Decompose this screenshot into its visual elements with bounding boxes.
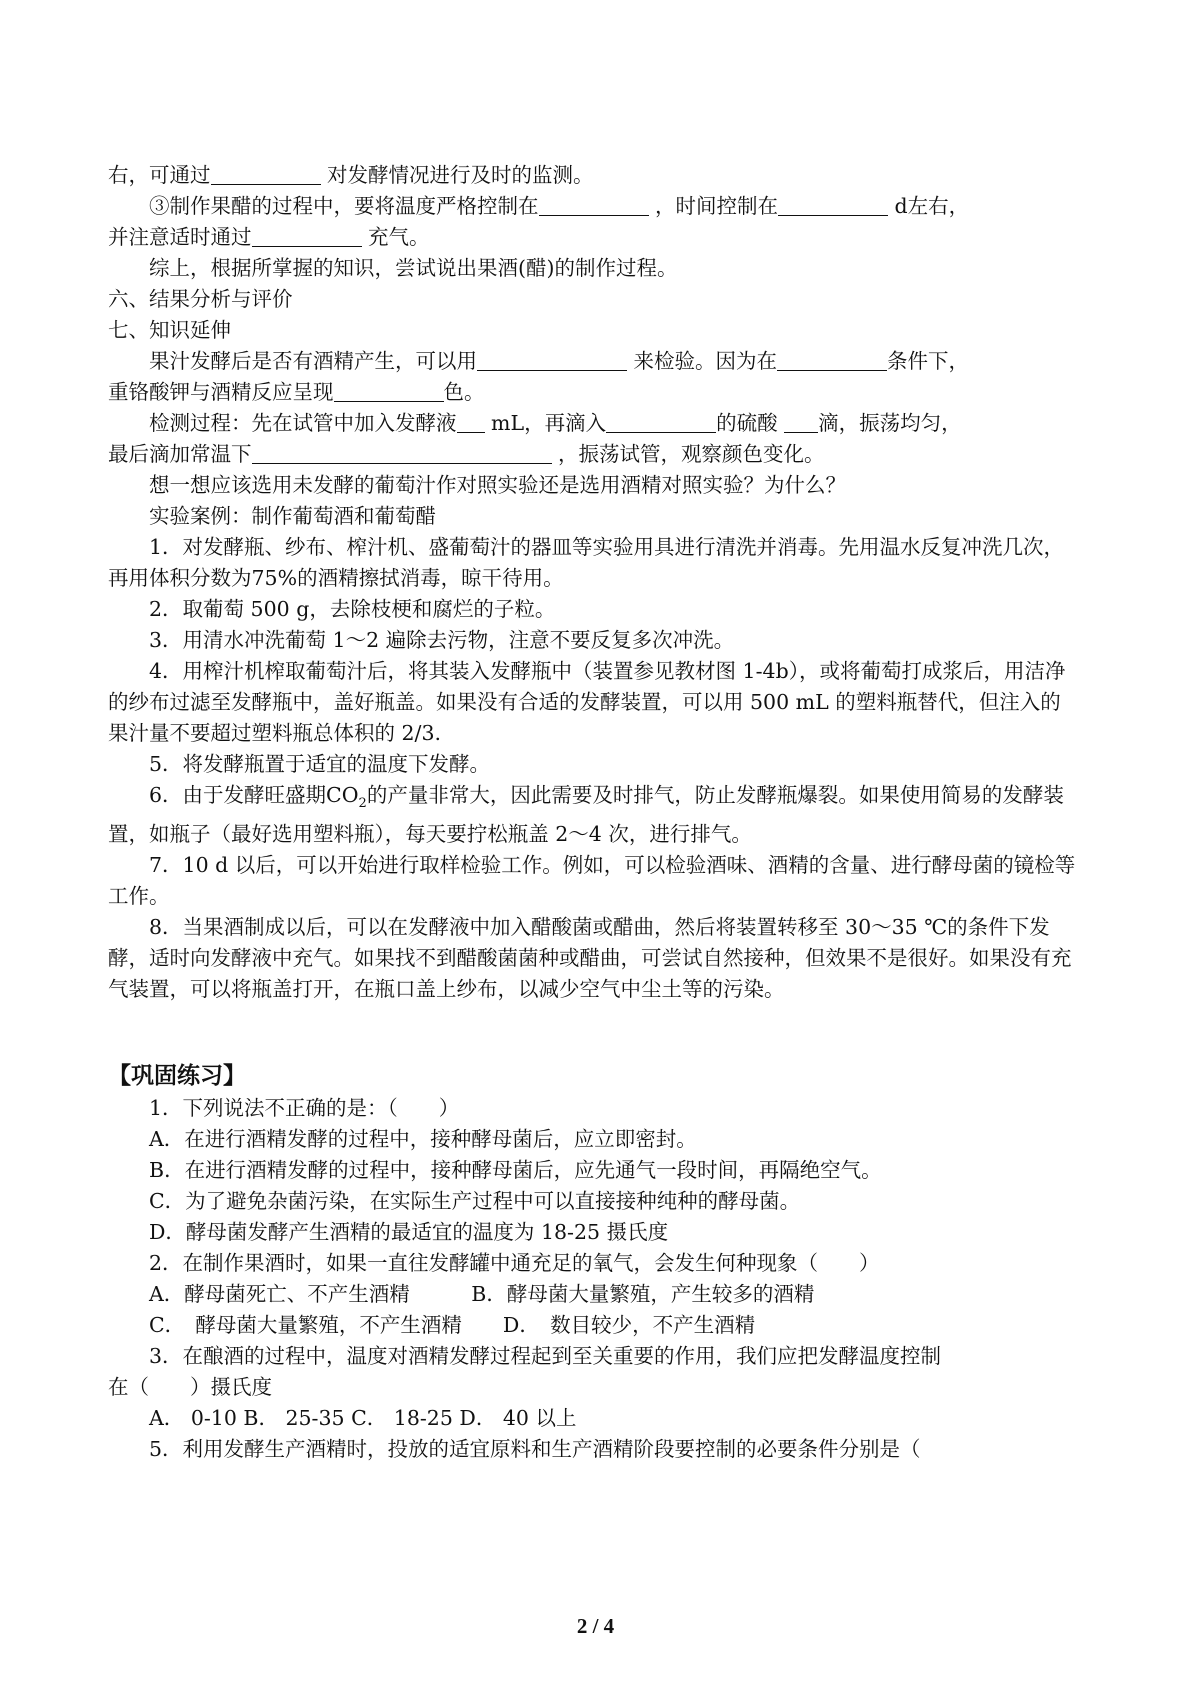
- text-line: [108, 439, 1076, 470]
- fill-blank: [252, 443, 552, 464]
- text-line: [108, 160, 1076, 191]
- text-span: 条件下，: [887, 349, 970, 373]
- text-line: [108, 408, 1076, 439]
- fill-blank: [784, 412, 818, 433]
- text-span: 对发酵情况进行及时的监测。: [320, 163, 594, 187]
- step-paragraph: 1．对发酵瓶、纱布、榨汁机、盛葡萄汁的器皿等实验用具进行清洗并消毒。先用温水反复冲洗几次，再用体积分数为75%的酒精擦拭消毒，晾干待用。: [108, 535, 1065, 590]
- fill-blank: [252, 226, 362, 247]
- step-paragraph: 5．将发酵瓶置于适宜的温度下发酵。: [149, 752, 491, 776]
- text-line: 综上，根据所掌握的知识，尝试说出果酒(醋)的制作过程。: [149, 256, 678, 280]
- page-number: 2 / 4: [576, 1614, 615, 1638]
- text-span: 检测过程：先在试管中加入发酵液: [149, 411, 457, 435]
- step-paragraph: 2．取葡萄 500 g，去除枝梗和腐烂的子粒。: [149, 597, 556, 621]
- fill-blank: [778, 195, 888, 216]
- option: C． 酵母菌大量繁殖，不产生酒精 D． 数目较少，不产生酒精: [149, 1313, 756, 1338]
- text-span: 6．由于发酵旺盛期CO: [149, 783, 359, 807]
- text-span: ，时间控制在: [648, 194, 779, 218]
- option: B．在进行酒精发酵的过程中，接种酵母菌后，应先通气一段时间，再隔绝空气。: [149, 1158, 882, 1183]
- fill-blank: [457, 412, 485, 433]
- text-span: 最后滴加常温下: [108, 442, 252, 466]
- fill-blank: [211, 164, 321, 185]
- text-span: 充气。: [361, 225, 430, 249]
- step-paragraph: 8．当果酒制成以后，可以在发酵液中加入醋酸菌或醋曲，然后将装置转移至 30～35 ℃的条件下发酵，适时向发酵液中充气。如果找不到醋酸菌菌种或醋曲，可尝试自然接种，但效果不是很好。如果没有充气装置，可以将瓶盖打开，在瓶口盖上纱布，以减少空气中尘土等的污染。: [108, 915, 1072, 1002]
- text-span: 重铬酸钾与酒精反应呈现: [108, 380, 334, 404]
- text-span: 并注意适时通过: [108, 225, 252, 249]
- text-line: 实验案例：制作葡萄酒和葡萄醋: [149, 504, 436, 528]
- text-line: [108, 191, 1076, 222]
- section-heading: 六、结果分析与评价: [108, 287, 293, 311]
- text-span: 果汁发酵后是否有酒精产生，可以用: [149, 349, 477, 373]
- option: C．为了避免杂菌污染，在实际生产过程中可以直接接种纯种的酵母菌。: [149, 1189, 801, 1214]
- step-paragraph: 3．用清水冲洗葡萄 1～2 遍除去污物，注意不要反复多次冲洗。: [149, 628, 735, 652]
- fill-blank: [606, 412, 716, 433]
- text-span: 的硫酸: [716, 411, 785, 435]
- text-span: ③制作果醋的过程中，要将温度严格控制在: [149, 194, 539, 218]
- exercise-title: 【巩固练习】: [108, 1063, 246, 1090]
- option: D．酵母菌发酵产生酒精的最适宜的温度为 18-25 摄氏度: [149, 1220, 669, 1245]
- text-span: mL，再滴入: [484, 411, 607, 435]
- spacer: [108, 1005, 1076, 1059]
- step-paragraph: 7．10 d 以后，可以开始进行取样检验工作。例如，可以检验酒味、酒精的含量、进行酵母菌的镜检等工作。: [108, 853, 1076, 909]
- fill-blank: [334, 381, 444, 402]
- step-paragraph: [108, 780, 1076, 850]
- fill-blank: [477, 350, 627, 371]
- question: 5．利用发酵生产酒精时，投放的适宜原料和生产酒精阶段要控制的必要条件分别是（: [149, 1437, 921, 1462]
- text-span: 色。: [443, 380, 485, 404]
- text-line: [108, 346, 1076, 377]
- section-heading: 七、知识延伸: [108, 318, 231, 342]
- question: 1．下列说法不正确的是：（ ）: [149, 1096, 460, 1121]
- text-span: 来检验。因为在: [627, 349, 778, 373]
- text-span: d左右，: [888, 194, 970, 218]
- text-line: [108, 377, 1076, 408]
- text-span: 滴，振荡均匀，: [818, 411, 962, 435]
- question-continued: 在（ ）摄氏度: [108, 1375, 272, 1400]
- question: 2．在制作果酒时，如果一直往发酵罐中通充足的氧气，会发生何种现象（ ）: [149, 1251, 880, 1276]
- option: A．在进行酒精发酵的过程中，接种酵母菌后，应立即密封。: [149, 1127, 697, 1152]
- document-body: [108, 160, 1076, 1465]
- option: A．酵母菌死亡、不产生酒精 B．酵母菌大量繁殖，产生较多的酒精: [149, 1282, 815, 1307]
- text-line: [108, 222, 1076, 253]
- fill-blank: [777, 350, 887, 371]
- question: 3．在酿酒的过程中，温度对酒精发酵过程起到至关重要的作用，我们应把发酵温度控制: [149, 1344, 942, 1369]
- text-line: 想一想应该选用未发酵的葡萄汁作对照实验还是选用酒精对照实验？为什么？: [149, 473, 846, 497]
- subscript: 2: [358, 796, 367, 812]
- fill-blank: [539, 195, 649, 216]
- option: A． 0-10 B． 25-35 C． 18-25 D． 40 以上: [149, 1406, 577, 1431]
- step-paragraph: 4．用榨汁机榨取葡萄汁后，将其装入发酵瓶中（装置参见教材图 1-4b），或将葡萄打成浆后，用洁净的纱布过滤至发酵瓶中，盖好瓶盖。如果没有合适的发酵装置，可以用 500 mL 的塑料瓶替代，但注入的果汁量不要超过塑料瓶总体积的 2/3.: [108, 659, 1066, 745]
- text-span: ，振荡试管，观察颜色变化。: [551, 442, 825, 466]
- text-span: 的产量非常大，因此需要及时排气，防止发酵瓶爆裂。如果使用简易的发酵装置，如瓶子（最好选用塑料瓶），每天要拧松瓶盖 2～4 次，进行排气。: [108, 783, 1064, 847]
- text-span: 右，可通过: [108, 163, 211, 187]
